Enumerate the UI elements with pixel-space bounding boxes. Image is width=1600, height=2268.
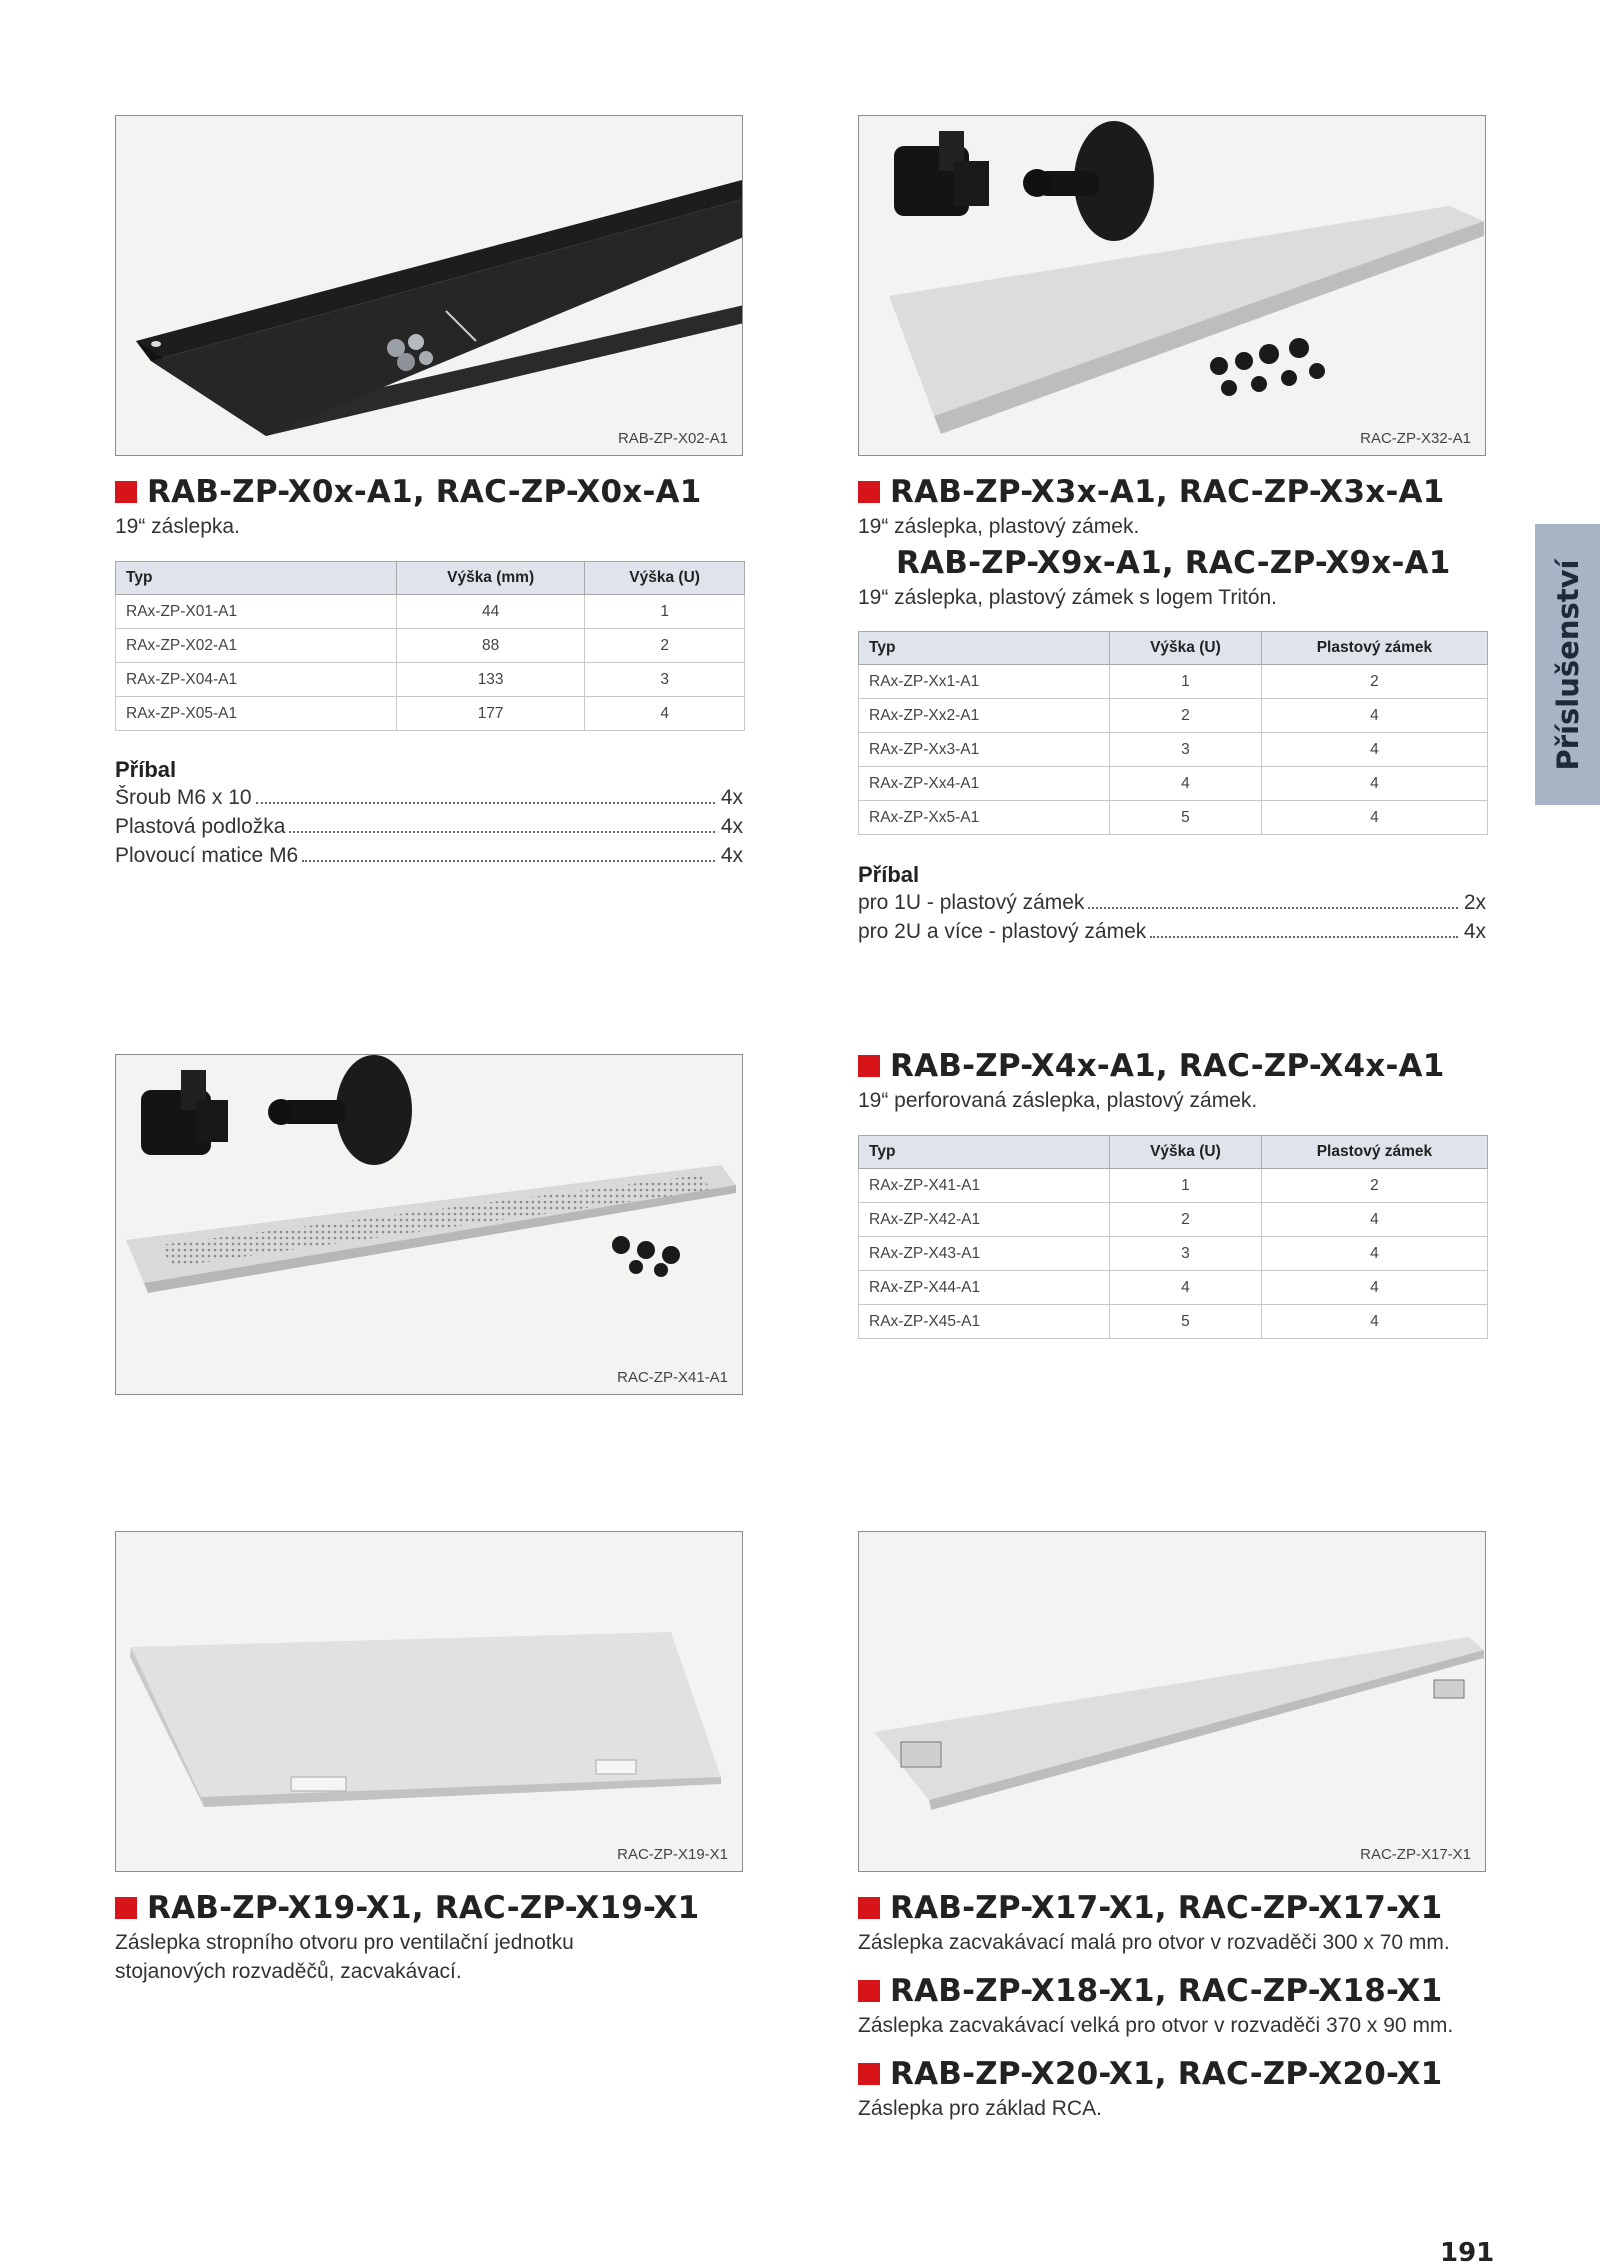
black-blank-panel-illustration (116, 116, 743, 456)
table-cell: 133 (397, 663, 585, 697)
table-cell: 4 (1110, 767, 1262, 801)
pribal-item: Šroub M6 x 10 4x (115, 786, 743, 809)
red-square-icon (858, 2063, 880, 2085)
table-cell: 3 (1110, 1237, 1262, 1271)
pribal-title: Příbal (858, 862, 920, 887)
table-cell: 2 (1261, 665, 1487, 699)
table-cell: 4 (1261, 1271, 1487, 1305)
table-row (859, 1305, 1488, 1339)
table-cell: 5 (1110, 801, 1262, 835)
table-cell: 4 (585, 697, 745, 731)
snap-in-blank-illustration (859, 1532, 1486, 1872)
table-header: Typ (116, 562, 397, 595)
product-photo-blank-panel-black (115, 115, 743, 456)
table-cell: RAx-ZP-Xx3-A1 (859, 733, 1110, 767)
photo-caption: RAC-ZP-X17-X1 (1360, 1846, 1471, 1863)
table-cell: 4 (1261, 1237, 1487, 1271)
spec-table (858, 1135, 1488, 1339)
table-cell: RAx-ZP-X41-A1 (859, 1169, 1110, 1203)
table-header: Typ (859, 1136, 1110, 1169)
section-heading-secondary: RAB-ZP-X9x-A1, RAC-ZP-X9x-A1 (896, 545, 1451, 581)
table-cell: 1 (1110, 665, 1262, 699)
description-line: Záslepka stropního otvoru pro ventilační jednotku (115, 1931, 574, 1954)
photo-caption: RAB-ZP-X02-A1 (617, 430, 728, 447)
table-cell: RAx-ZP-X44-A1 (859, 1271, 1110, 1305)
table-cell: RAx-ZP-Xx4-A1 (859, 767, 1110, 801)
table-cell: 3 (585, 663, 745, 697)
product-photo-perforated-panel (115, 1054, 743, 1395)
table-cell: RAx-ZP-Xx1-A1 (859, 665, 1110, 699)
grey-blank-panel-with-lock-illustration (859, 116, 1486, 456)
perforated-panel-illustration (116, 1055, 743, 1395)
product-photo-blank-panel-lock (858, 115, 1486, 456)
section-heading: RAB-ZP-X18-X1, RAC-ZP-X18-X1 (858, 1973, 1442, 2009)
table-row (859, 801, 1488, 835)
table-cell: 5 (1110, 1305, 1262, 1339)
section-heading: RAB-ZP-X19-X1, RAC-ZP-X19-X1 (115, 1890, 699, 1926)
table-row (859, 665, 1488, 699)
red-square-icon (858, 1055, 880, 1077)
table-cell: 1 (585, 595, 745, 629)
table-cell: RAx-ZP-Xx5-A1 (859, 801, 1110, 835)
photo-caption: RAC-ZP-X19-X1 (617, 1846, 728, 1863)
roof-blank-illustration (116, 1532, 743, 1872)
table-row (859, 767, 1488, 801)
red-square-icon (858, 1897, 880, 1919)
table-cell: RAx-ZP-X42-A1 (859, 1203, 1110, 1237)
section-description: Záslepka zacvakávací velká pro otvor v rozvaděči 370 x 90 mm. (858, 2014, 1454, 2037)
section-description: 19“ záslepka, plastový zámek. (858, 515, 1140, 538)
table-cell: RAx-ZP-X02-A1 (116, 629, 397, 663)
table-cell: RAx-ZP-X04-A1 (116, 663, 397, 697)
table-cell: 4 (1261, 1203, 1487, 1237)
table-row (859, 699, 1488, 733)
table-cell: 4 (1261, 1305, 1487, 1339)
table-header: Výška (mm) (397, 562, 585, 595)
table-header: Plastový zámek (1261, 632, 1487, 665)
table-row (859, 1237, 1488, 1271)
pribal-item: Plastová podložka 4x (115, 815, 743, 838)
section-description-secondary: 19“ záslepka, plastový zámek s logem Tritón. (858, 586, 1278, 609)
table-cell: 4 (1261, 767, 1487, 801)
table-cell: 88 (397, 629, 585, 663)
section-description: Záslepka zacvakávací malá pro otvor v rozvaděči 300 x 70 mm. (858, 1931, 1450, 1954)
table-row (859, 733, 1488, 767)
photo-caption: RAC-ZP-X32-A1 (1360, 430, 1471, 447)
section-description: Záslepka pro základ RCA. (858, 2097, 1102, 2120)
table-header: Typ (859, 632, 1110, 665)
table-header: Výška (U) (1110, 632, 1262, 665)
red-square-icon (858, 1980, 880, 2002)
table-row (116, 697, 745, 731)
side-tab-label: Příslušenství (1550, 559, 1585, 770)
pribal-title: Příbal (115, 757, 177, 782)
table-cell: 4 (1261, 699, 1487, 733)
table-header: Výška (U) (585, 562, 745, 595)
spec-table (858, 631, 1488, 835)
pribal-item: pro 1U - plastový zámek 2x (858, 891, 1486, 914)
category-side-tab (1535, 524, 1600, 805)
table-row (116, 663, 745, 697)
product-photo-snap-blank (858, 1531, 1486, 1872)
section-heading: RAB-ZP-X17-X1, RAC-ZP-X17-X1 (858, 1890, 1442, 1926)
section-heading: RAB-ZP-X4x-A1, RAC-ZP-X4x-A1 (858, 1048, 1445, 1084)
section-description (115, 1928, 574, 1986)
description-line: stojanových rozvaděčů, zacvakávací. (115, 1960, 462, 1983)
table-cell: RAx-ZP-X45-A1 (859, 1305, 1110, 1339)
table-cell: 2 (1110, 1203, 1262, 1237)
table-cell: RAx-ZP-X01-A1 (116, 595, 397, 629)
pribal-list (115, 786, 743, 873)
spec-table (115, 561, 745, 731)
table-cell: 4 (1110, 1271, 1262, 1305)
table-row (116, 629, 745, 663)
section-description: 19“ záslepka. (115, 515, 240, 538)
section-heading: RAB-ZP-X20-X1, RAC-ZP-X20-X1 (858, 2056, 1442, 2092)
table-row (859, 1169, 1488, 1203)
table-cell: RAx-ZP-X05-A1 (116, 697, 397, 731)
section-heading: RAB-ZP-X0x-A1, RAC-ZP-X0x-A1 (115, 474, 702, 510)
section-description: 19“ perforovaná záslepka, plastový zámek. (858, 1089, 1258, 1112)
table-cell: RAx-ZP-X43-A1 (859, 1237, 1110, 1271)
red-square-icon (115, 1897, 137, 1919)
table-row (116, 595, 745, 629)
page-number: 191 (1440, 2238, 1495, 2268)
table-header: Plastový zámek (1261, 1136, 1487, 1169)
section-heading: RAB-ZP-X3x-A1, RAC-ZP-X3x-A1 (858, 474, 1445, 510)
table-cell: 177 (397, 697, 585, 731)
table-row (859, 1203, 1488, 1237)
pribal-list (858, 891, 1486, 949)
table-cell: 44 (397, 595, 585, 629)
table-cell: 3 (1110, 733, 1262, 767)
table-cell: 2 (1261, 1169, 1487, 1203)
table-cell: 1 (1110, 1169, 1262, 1203)
product-photo-roof-blank (115, 1531, 743, 1872)
photo-caption: RAC-ZP-X41-A1 (617, 1369, 728, 1386)
table-cell: 4 (1261, 733, 1487, 767)
table-header: Výška (U) (1110, 1136, 1262, 1169)
table-cell: RAx-ZP-Xx2-A1 (859, 699, 1110, 733)
table-row (859, 1271, 1488, 1305)
table-cell: 4 (1261, 801, 1487, 835)
red-square-icon (115, 481, 137, 503)
red-square-icon (858, 481, 880, 503)
table-cell: 2 (585, 629, 745, 663)
pribal-item: Plovoucí matice M6 4x (115, 844, 743, 867)
pribal-item: pro 2U a více - plastový zámek 4x (858, 920, 1486, 943)
table-cell: 2 (1110, 699, 1262, 733)
